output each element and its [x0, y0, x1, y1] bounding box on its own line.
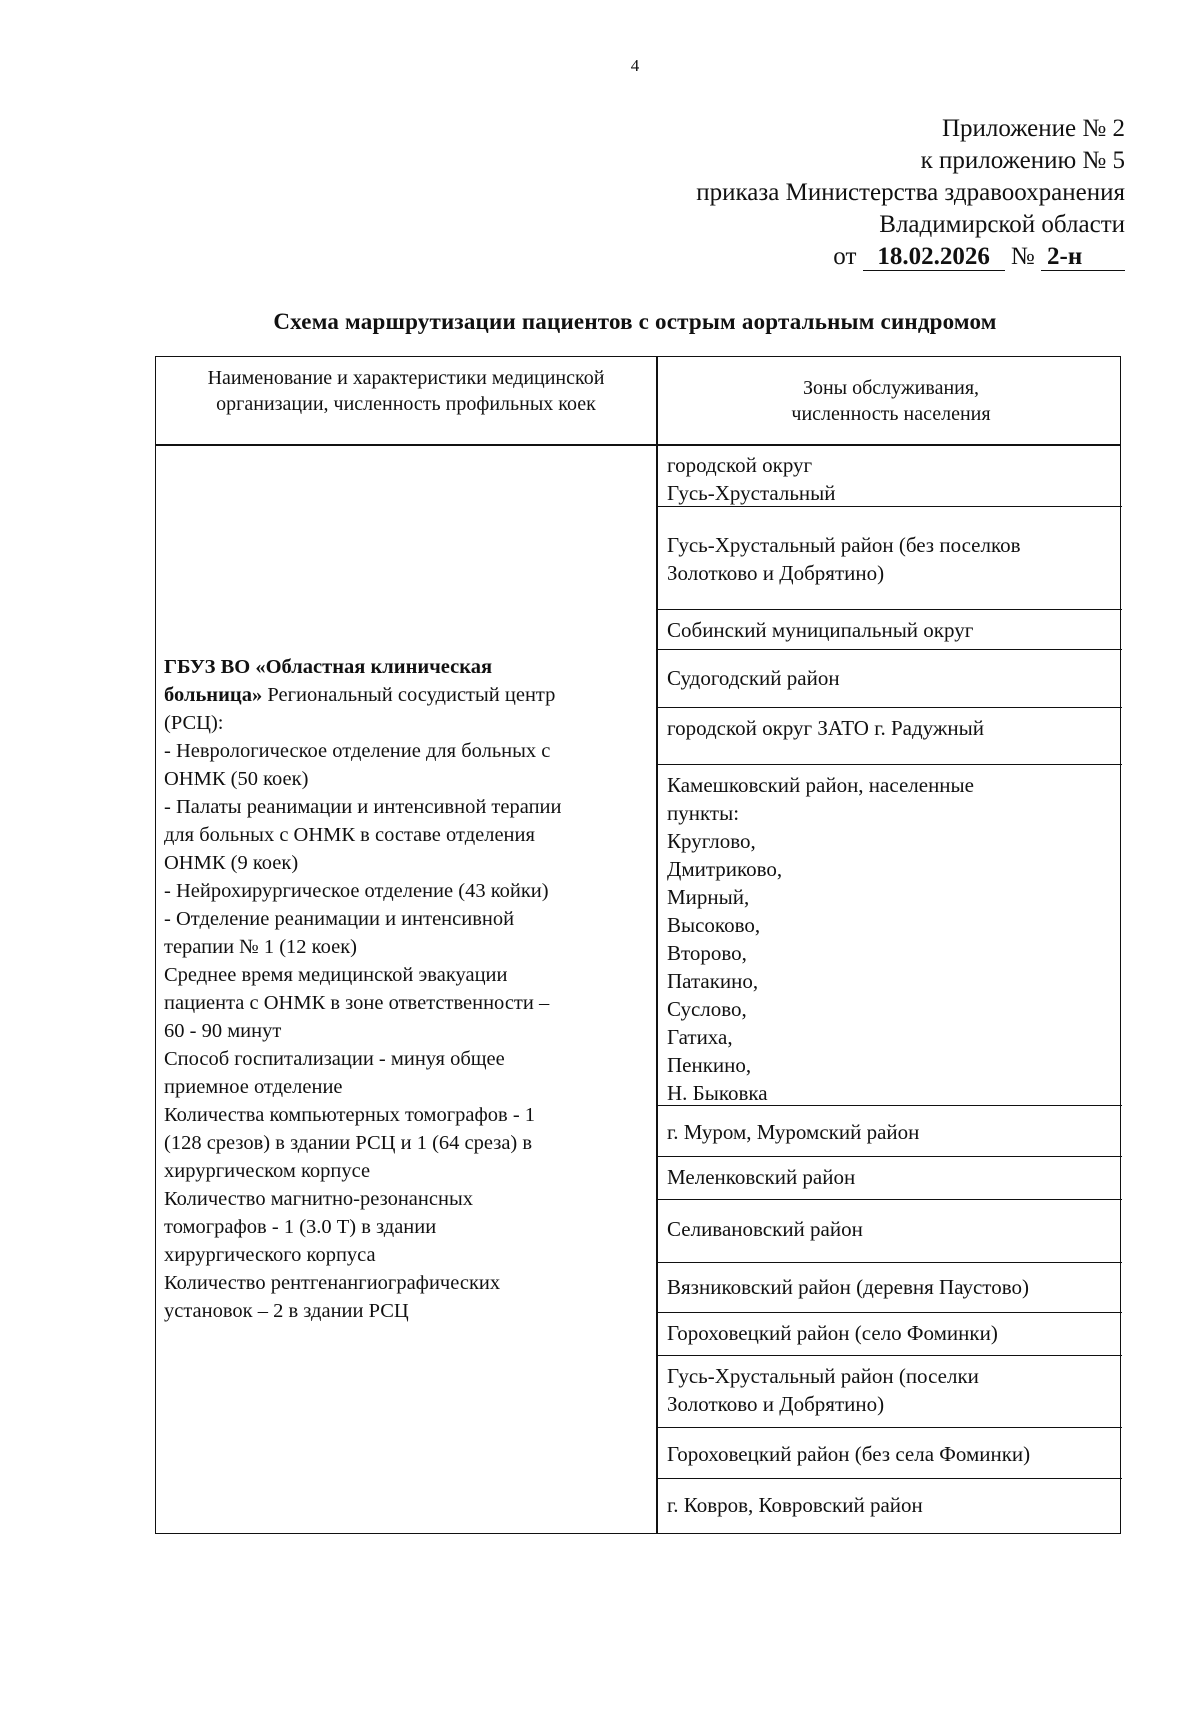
zone-line: Селивановский район	[667, 1217, 863, 1241]
zone-cell	[657, 1313, 1122, 1356]
org-text-line: 60 - 90 минут	[164, 1020, 282, 1042]
zone-cell	[657, 1106, 1122, 1157]
zone-line: пункты:	[667, 801, 740, 825]
zone-line: Дмитриково,	[667, 857, 783, 881]
zone-line: Мирный,	[667, 885, 750, 909]
zone-line: Гусь-Хрустальный район (поселки	[667, 1364, 979, 1388]
zone-line: Меленковский район	[667, 1165, 856, 1189]
header-right-line-1: Зоны обслуживания,	[802, 377, 980, 399]
org-name-line-1: ГБУЗ ВО «Областная клиническая	[164, 656, 493, 678]
zone-line: г. Ковров, Ковровский район	[667, 1493, 923, 1517]
appendix-line-1: Приложение № 2	[941, 115, 1125, 142]
zone-cell	[657, 650, 1122, 708]
document-title: Схема маршрутизации пациентов с острым аортальным синдромом	[273, 309, 997, 334]
zone-line: Высоково,	[667, 913, 761, 937]
org-text-line: пациента с ОНМК в зоне ответственности –	[164, 992, 550, 1014]
date-prefix: от	[833, 243, 857, 270]
zone-line: Собинский муниципальный округ	[667, 618, 974, 642]
zone-line: Гусь-Хрустальный район (без поселков	[667, 533, 1021, 557]
appendix-header	[696, 113, 1125, 273]
org-text-line: приемное отделение	[164, 1076, 343, 1098]
org-text-line: хирургическом корпусе	[164, 1160, 371, 1182]
org-text-line: хирургического корпуса	[164, 1244, 376, 1266]
appendix-line-2: к приложению № 5	[920, 147, 1125, 174]
zone-line: Гатиха,	[667, 1025, 733, 1049]
zone-line: Н. Быковка	[667, 1081, 768, 1105]
zone-line: городской округ	[667, 453, 813, 477]
routing-table	[155, 356, 1121, 1534]
org-text-line: ОНМК (50 коек)	[164, 768, 309, 790]
zone-line: г. Муром, Муромский район	[667, 1120, 920, 1144]
org-text-line: ОНМК (9 коек)	[164, 852, 299, 874]
zone-cell	[657, 708, 1122, 765]
zone-line: Золотково и Добрятино)	[667, 1392, 885, 1416]
zone-line: Пенкино,	[667, 1053, 752, 1077]
zone-cell	[657, 765, 1122, 1106]
zone-line: Судогодский район	[667, 666, 840, 690]
zone-cell	[657, 1263, 1122, 1313]
zone-line: Золотково и Добрятино)	[667, 561, 885, 585]
zone-line: городской округ ЗАТО г. Радужный	[667, 716, 984, 740]
appendix-line-4: Владимирской области	[879, 211, 1125, 238]
appendix-date-line	[696, 241, 1125, 273]
org-text-line: терапии № 1 (12 коек)	[164, 936, 357, 958]
organization-cell	[164, 653, 652, 1325]
zone-line: Круглово,	[667, 829, 756, 853]
zone-cell	[657, 1200, 1122, 1263]
zone-line: Второво,	[667, 941, 747, 965]
org-text-line: Региональный сосудистый центр	[262, 684, 556, 706]
org-name-bold: больница»	[164, 684, 263, 706]
org-text-line: Количества компьютерных томографов - 1	[164, 1104, 536, 1126]
zone-cell	[657, 610, 1122, 650]
zone-cell	[657, 1356, 1122, 1428]
page-number: 4	[630, 56, 640, 75]
zone-line: Суслово,	[667, 997, 747, 1021]
org-text-line: - Отделение реанимации и интенсивной	[164, 908, 515, 930]
number-sign: №	[1010, 243, 1035, 270]
org-text-line: для больных с ОНМК в составе отделения	[164, 824, 535, 846]
order-date: 18.02.2026	[863, 244, 1005, 271]
header-right-cell	[666, 375, 1116, 427]
appendix-line-3: приказа Министерства здравоохранения	[696, 179, 1125, 206]
org-text-line: Способ госпитализации - минуя общее	[164, 1048, 505, 1070]
zone-line: Гороховецкий район (без села Фоминки)	[667, 1442, 1031, 1466]
org-text-line: (128 срезов) в здании РСЦ и 1 (64 среза) в	[164, 1132, 533, 1154]
zone-cell	[657, 507, 1122, 610]
org-text-line: - Палаты реанимации и интенсивной терапии	[164, 796, 562, 818]
org-text-line: Количество магнитно-резонансных	[164, 1188, 473, 1210]
org-text-line: Среднее время медицинской эвакуации	[164, 964, 508, 986]
org-text-line: (РСЦ):	[164, 712, 224, 734]
org-text-line: - Нейрохирургическое отделение (43 койки)	[164, 880, 549, 902]
org-text-line: Количество рентгенангиографических	[164, 1272, 501, 1294]
zone-cell	[657, 445, 1122, 507]
zone-cell	[657, 1479, 1122, 1533]
org-text-line: томографов - 1 (3.0 Т) в здании	[164, 1216, 437, 1238]
zone-line: Камешковский район, населенные	[667, 773, 974, 797]
zone-line: Патакино,	[667, 969, 759, 993]
zone-line: Гусь-Хрустальный	[667, 481, 836, 505]
org-text-line: - Неврологическое отделение для больных с	[164, 740, 551, 762]
header-left-cell: Наименование и характеристики медицинской организации, численность профильных коек	[207, 367, 605, 415]
order-number: 2-н	[1041, 244, 1125, 271]
org-text-line: установок – 2 в здании РСЦ	[164, 1300, 409, 1322]
header-right-line-2: численность населения	[791, 403, 991, 425]
org-name-line-2	[164, 681, 652, 709]
zone-cell	[657, 1157, 1122, 1200]
zone-line: Гороховецкий район (село Фоминки)	[667, 1321, 998, 1345]
zone-cell	[657, 1428, 1122, 1479]
zone-line: Вязниковский район (деревня Паустово)	[667, 1275, 1029, 1299]
